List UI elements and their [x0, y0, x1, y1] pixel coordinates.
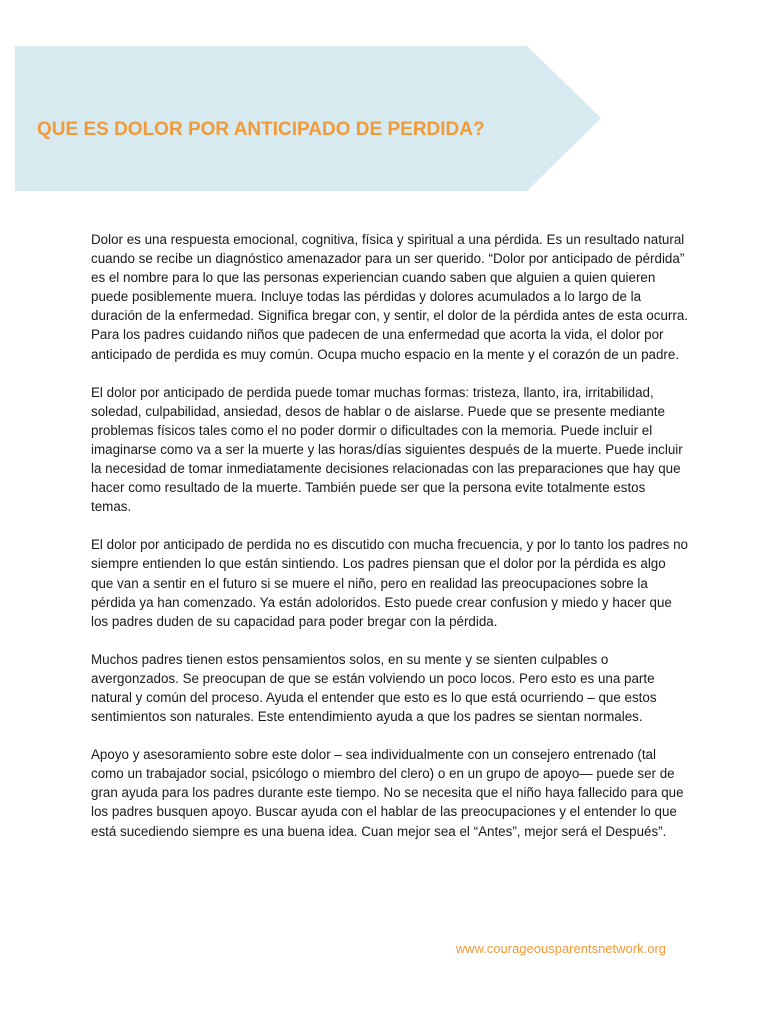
paragraph: El dolor por anticipado de perdida puede tomar muchas formas: tristeza, llanto, ira, irritabilidad, soledad, culpabilidad, ansiedad, desos de hablar o de aislarse. Puede que se presente mediante problemas físicos tales como el no poder dormir o dificultades con la memoria. Puede incluir el imaginarse como va a ser la muerte y las horas/días siguientes después de la muerte. Puede incluir la necesidad de tomar inmediatamente decisiones relacionadas con las preparaciones que hay que hacer como resultado de la muerte. También puede ser que la persona evite totalmente estos temas. [91, 384, 683, 515]
title-banner [15, 46, 601, 191]
paragraph: Apoyo y asesoramiento sobre este dolor – sea individualmente con un consejero entrenado (tal como un trabajador social, psicólogo o miembro del clero) o en un grupo de apoyo— puede ser de gran ayuda para los padres durante este tiempo. No se necesita que el niño haya fallecido para que los padres busquen apoyo. Buscar ayuda con el hablar de las preocupaciones y el entender lo que está sucediendo siempre es una buena idea. Cuan mejor sea el “Antes”, mejor será el Después”. [91, 747, 684, 839]
document-body [91, 230, 688, 860]
website-link[interactable]: www.courageousparentsnetwork.org [455, 941, 666, 956]
paragraph: Dolor es una respuesta emocional, cognitiva, física y spiritual a una pérdida. Es un resultado natural cuando se recibe un diagnóstico amenazador para un ser querido. “Dolor por anticipado de pérdida” es el nombre para lo que las personas experiencian cuando saben que alguien a quien quieren puede posiblemente muera. Incluye todas las pérdidas y dolores acumulados a lo largo de la duración de la enfermedad. Significa bregar con, y sentir, el dolor de la pérdida antes de esta ocurra. Para los padres cuidando niños que padecen de una enfermedad que acorta la vida, el dolor por anticipado de perdida es muy común. Ocupa mucho espacio en la mente y el corazón de un padre. [91, 232, 688, 362]
paragraph: El dolor por anticipado de perdida no es discutido con mucha frecuencia, y por lo tanto los padres no siempre entienden lo que están sintiendo. Los padres piensan que el dolor por la pérdida es algo que van a sentir en el futuro si se muere el niño, pero en realidad las preocupaciones sobre la pérdida ya han comenzado. Ya están adoloridos. Esto puede crear confusion y miedo y hacer que los padres duden de su capacidad para poder bregar con la pérdida. [91, 537, 688, 629]
paragraph: Muchos padres tienen estos pensamientos solos, en su mente y se sienten culpables o avergonzados. Se preocupan de que se están volviendo un poco locos. Pero esto es una parte natural y común del proceso. Ayuda el entender que esto es lo que está ocurriendo – que estos sentimientos son naturales. Este entendimiento ayuda a que los padres se sientan normales. [91, 651, 657, 725]
page-title: QUE ES DOLOR POR ANTICIPADO DE PERDIDA? [37, 119, 485, 140]
